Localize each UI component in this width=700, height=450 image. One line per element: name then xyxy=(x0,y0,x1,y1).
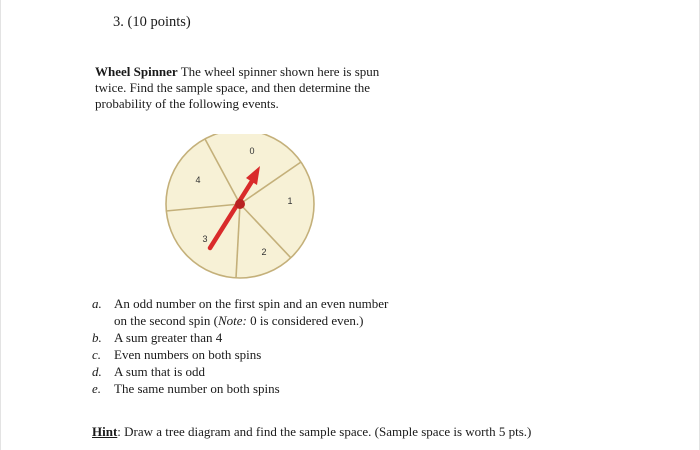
event-c-text: Even numbers on both spins xyxy=(114,347,262,362)
event-e-text: The same number on both spins xyxy=(114,381,280,396)
section-label-2: 2 xyxy=(261,247,267,257)
problem-statement xyxy=(95,64,395,112)
event-a xyxy=(92,295,422,329)
event-e xyxy=(92,380,422,397)
section-label-3: 3 xyxy=(202,234,208,244)
hint-text: : Draw a tree diagram and find the sample space. (Sample space is worth 5 pts.) xyxy=(117,424,532,439)
event-b xyxy=(92,329,422,346)
event-d xyxy=(92,363,422,380)
section-label-1: 1 xyxy=(287,196,293,206)
hint xyxy=(92,424,531,440)
event-a-line-2-pre: on the second spin ( xyxy=(114,313,218,328)
problem-text-line-1: The wheel spinner shown here is spun xyxy=(180,64,380,79)
event-b-text: A sum greater than 4 xyxy=(114,330,223,345)
problem-text-line-3: probability of the following events. xyxy=(95,96,279,111)
event-a-line-2-post: 0 is considered even.) xyxy=(246,313,364,328)
problem-title: Wheel Spinner xyxy=(95,64,178,79)
event-c-label: c. xyxy=(92,347,102,362)
spinner-hub xyxy=(235,199,245,209)
event-d-label: d. xyxy=(92,364,102,379)
event-a-text-line-1: An odd number on the first spin and an even number xyxy=(114,296,389,311)
event-c xyxy=(92,346,422,363)
events-list xyxy=(92,295,422,397)
wheel-spinner xyxy=(160,134,320,284)
event-b-label: b. xyxy=(92,330,102,345)
event-a-text-line-2 xyxy=(114,312,422,329)
event-d-text: A sum that is odd xyxy=(114,364,206,379)
problem-text-line-2: twice. Find the sample space, and then determine the xyxy=(95,80,371,95)
event-e-label: e. xyxy=(92,381,102,396)
section-label-4: 4 xyxy=(195,175,201,185)
hint-label: Hint xyxy=(92,424,118,439)
event-a-note-label: Note: xyxy=(217,313,247,328)
event-a-label: a. xyxy=(92,296,102,311)
section-label-0: 0 xyxy=(249,146,255,156)
question-header: 3. (10 points) xyxy=(113,14,191,30)
